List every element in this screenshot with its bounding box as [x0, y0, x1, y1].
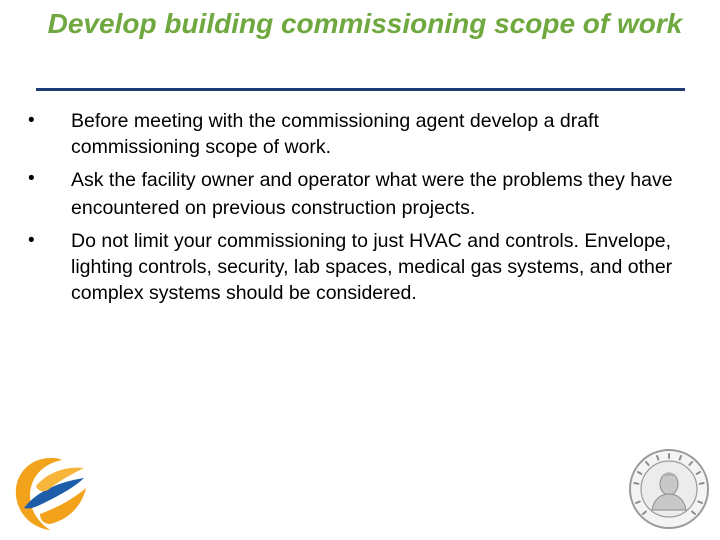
bullet-item — [28, 108, 688, 160]
swoosh-logo-icon — [10, 452, 92, 534]
bullet-text: Ask the facility owner and operator what were the problems they have encountered on previous construction projects. — [71, 169, 673, 219]
bullet-item — [28, 166, 688, 222]
title-divider — [36, 88, 685, 91]
slide-title: Develop building commissioning scope of work — [47, 8, 683, 39]
bullet-list — [28, 108, 688, 312]
bullet-text: Before meeting with the commissioning agent develop a draft commissioning scope of work. — [71, 110, 599, 158]
bullet-marker: • — [28, 110, 35, 131]
bullet-marker: • — [28, 168, 35, 189]
bullet-text: Do not limit your commissioning to just HVAC and controls. Envelope, lighting controls, security, lab spaces, medical gas systems, and other complex systems should be considered. — [71, 230, 673, 304]
bullet-marker: • — [28, 230, 35, 251]
state-seal-icon — [628, 448, 710, 530]
bullet-item — [28, 228, 688, 306]
